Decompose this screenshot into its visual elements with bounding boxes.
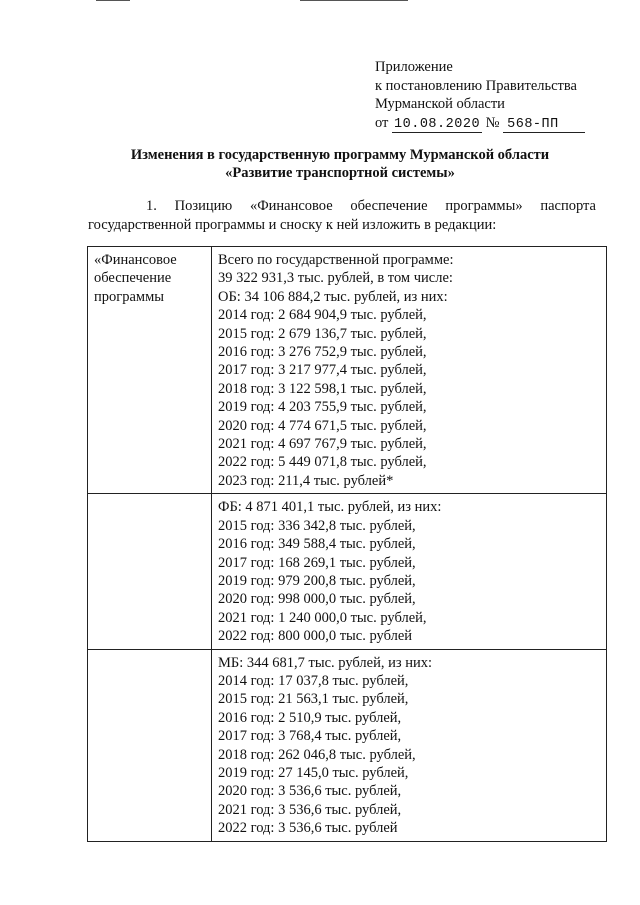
value-line: 2014 год: 2 684 904,9 тыс. рублей,: [218, 307, 427, 324]
value-cell-federal-budget: [212, 494, 607, 649]
appendix-date-number-line: [375, 114, 585, 133]
title-line-2: «Развитие транспортной системы»: [225, 165, 455, 181]
appendix-line-2: к постановлению Правительства: [375, 77, 577, 94]
label-cell-empty: [88, 494, 212, 649]
label-line: программы: [94, 288, 164, 305]
paragraph-line-1: 1. Позицию «Финансовое обеспечение программы» паспорта: [146, 198, 596, 214]
value-line: 39 322 931,3 тыс. рублей, в том числе:: [218, 270, 453, 287]
value-line: 2018 год: 3 122 598,1 тыс. рублей,: [218, 380, 427, 397]
value-line: 2022 год: 3 536,6 тыс. рублей: [218, 820, 398, 837]
top-edge-rule-right: [300, 0, 408, 1]
value-line: 2021 год: 1 240 000,0 тыс. рублей,: [218, 609, 427, 626]
value-line: 2021 год: 4 697 767,9 тыс. рублей,: [218, 436, 427, 453]
value-line: 2015 год: 2 679 136,7 тыс. рублей,: [218, 325, 427, 342]
value-line: 2023 год: 211,4 тыс. рублей*: [218, 472, 394, 489]
label-cell-empty: [88, 649, 212, 841]
value-line: 2016 год: 349 588,4 тыс. рублей,: [218, 536, 416, 553]
number-prefix: №: [485, 114, 500, 131]
table-row: [88, 649, 607, 841]
value-line: 2022 год: 5 449 071,8 тыс. рублей,: [218, 454, 427, 471]
document-title: [60, 146, 620, 182]
value-line: 2017 год: 3 217 977,4 тыс. рублей,: [218, 362, 427, 379]
label-line: обеспечение: [94, 270, 172, 287]
value-line: Всего по государственной программе:: [218, 252, 454, 268]
value-line: 2021 год: 3 536,6 тыс. рублей,: [218, 801, 402, 818]
value-line: ФБ: 4 871 401,1 тыс. рублей, из них:: [218, 499, 442, 516]
value-line: 2014 год: 17 037,8 тыс. рублей,: [218, 672, 409, 689]
financing-table: [87, 246, 607, 842]
value-line: 2017 год: 168 269,1 тыс. рублей,: [218, 554, 416, 571]
value-line: 2022 год: 800 000,0 тыс. рублей: [218, 628, 413, 645]
date-prefix: от: [375, 114, 389, 131]
label-cell: [88, 247, 212, 494]
value-line: 2020 год: 3 536,6 тыс. рублей,: [218, 783, 402, 800]
value-line: 2016 год: 2 510,9 тыс. рублей,: [218, 709, 402, 726]
value-line: 2020 год: 4 774 671,5 тыс. рублей,: [218, 417, 427, 434]
top-edge-rule-left: [96, 0, 130, 1]
table-row: [88, 247, 607, 494]
label-line: «Финансовое: [94, 252, 177, 268]
value-line: 2018 год: 262 046,8 тыс. рублей,: [218, 746, 416, 763]
value-line: ОБ: 34 106 884,2 тыс. рублей, из них:: [218, 288, 448, 305]
value-line: 2015 год: 336 342,8 тыс. рублей,: [218, 517, 416, 534]
title-line-1: Изменения в государственную программу Мурманской области: [130, 147, 550, 163]
table-row: [88, 494, 607, 649]
value-line: 2019 год: 27 145,0 тыс. рублей,: [218, 764, 409, 781]
value-cell-regional-budget: [212, 247, 607, 494]
appendix-line-1: Приложение: [375, 59, 453, 75]
paragraph-line-2: государственной программы и сноску к ней изложить в редакции:: [88, 216, 497, 233]
value-line: 2019 год: 979 200,8 тыс. рублей,: [218, 572, 416, 589]
value-cell-municipal-budget: [212, 649, 607, 841]
value-line: 2017 год: 3 768,4 тыс. рублей,: [218, 728, 402, 745]
value-line: 2019 год: 4 203 755,9 тыс. рублей,: [218, 399, 427, 416]
date-field: 10.08.2020: [394, 116, 481, 132]
appendix-header: [375, 58, 585, 133]
appendix-line-3: Мурманской области: [375, 96, 505, 112]
number-field: 568-ПП: [503, 118, 585, 133]
value-line: 2020 год: 998 000,0 тыс. рублей,: [218, 591, 416, 608]
value-line: 2015 год: 21 563,1 тыс. рублей,: [218, 691, 409, 708]
intro-paragraph: [88, 197, 596, 234]
value-line: МБ: 344 681,7 тыс. рублей, из них:: [218, 654, 432, 671]
value-line: 2016 год: 3 276 752,9 тыс. рублей,: [218, 344, 427, 361]
